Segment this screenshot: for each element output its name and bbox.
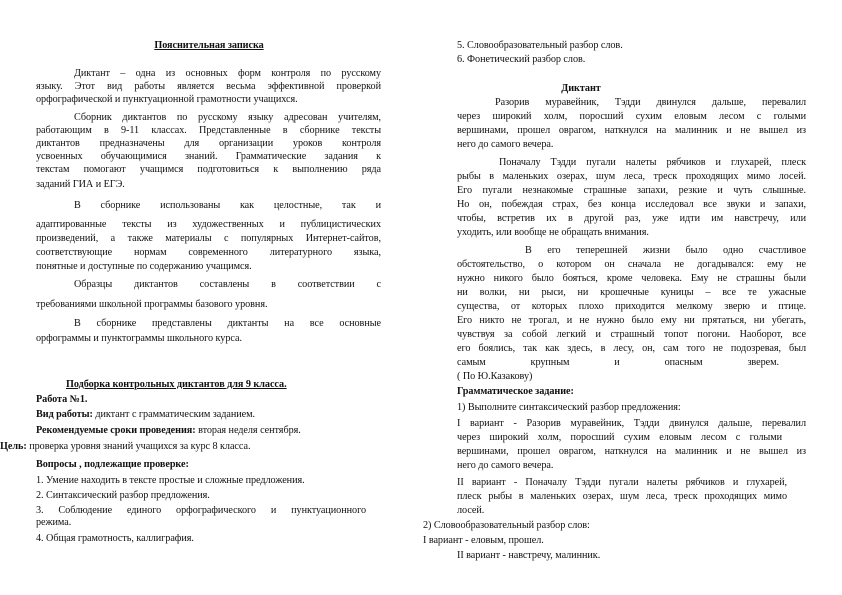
paragraph-line: Диктант – одна из основных форм контроля по русскому bbox=[74, 68, 381, 79]
text-line: него до самого вечера. bbox=[457, 139, 554, 150]
text-line: Его никто не трогал, и не нужно было ему ни прятаться, ни убегать, bbox=[457, 315, 806, 326]
task-2-variant-2: II вариант - навстречу, малинник. bbox=[457, 550, 601, 561]
work-type-value: диктант с грамматическим заданием. bbox=[92, 409, 255, 420]
paragraph-line: языку. Этот вид работы является весьма эффективной проверкой bbox=[36, 81, 381, 92]
text-line: Поначалу Тэдди пугали налеты рябчиков и глухарей, плеск bbox=[499, 157, 806, 168]
goal-line bbox=[0, 440, 250, 453]
question-item: 4. Общая грамотность, каллиграфия. bbox=[36, 533, 194, 544]
paragraph-line: Образцы диктантов составлены в соответствии с bbox=[74, 279, 381, 290]
grammar-task-heading: Грамматическое задание: bbox=[457, 386, 574, 397]
explanatory-note-title: Пояснительная записка bbox=[154, 40, 264, 51]
text-line: рыбы в маленьких озерах, шум леса, треск проходящих мимо лосей. bbox=[457, 171, 806, 182]
variant-1-line: через широкий холм, поросший сухим еловым лесом с голыми bbox=[457, 432, 782, 443]
question-item: 1. Умение находить в тексте простые и сложные предложения. bbox=[36, 475, 305, 486]
text-line: Его пугали незнакомые страшные запахи, резкие и чуть слышные. bbox=[457, 185, 806, 196]
list-item: 6. Фонетический разбор слов. bbox=[457, 54, 586, 65]
goal-label: Цель: bbox=[0, 441, 27, 452]
paragraph-line: В сборнике использованы как целостные, так и bbox=[74, 200, 381, 211]
text-line: через широкий холм, поросший сухим еловым лесом с голыми bbox=[457, 111, 806, 122]
source-attribution: ( По Ю.Казакову) bbox=[457, 371, 533, 382]
terms-line bbox=[36, 424, 301, 437]
text-line: Но он, побеждая страх, без конца исследовал все звуки и запахи, bbox=[457, 199, 806, 210]
terms-value: вторая неделя сентября. bbox=[195, 425, 301, 436]
paragraph-line: заданий ГИА и ЕГЭ. bbox=[36, 179, 125, 190]
paragraph-line: орфографической и пунктуационной грамотности учащихся. bbox=[36, 94, 298, 105]
text-line: ни волки, ни рыси, ни крошечные куницы – все те ужасные bbox=[457, 287, 806, 298]
paragraph-line: работающим в 9-11 классах. Представленные в сборнике тексты bbox=[36, 125, 381, 136]
text-line: обстоятельство, о котором он сначала не догадывался: ему не bbox=[457, 259, 806, 270]
dictation-title: Диктант bbox=[561, 83, 601, 94]
questions-label: Вопросы , подлежащие проверке: bbox=[36, 459, 189, 470]
text-line: его боялись, так как здесь, в лесу, он, сам того не подозревая, был bbox=[457, 343, 806, 354]
paragraph-line: орфограммы и пунктограммы школьного курса. bbox=[36, 333, 242, 344]
work-type-line bbox=[36, 408, 255, 421]
terms-label: Рекомендуемые сроки проведения: bbox=[36, 425, 196, 436]
question-item: 3. Соблюдение единого орфографического и пунктуационного bbox=[36, 505, 366, 516]
task-2-variant-1: I вариант - еловым, прошел. bbox=[423, 535, 544, 546]
text-line: В его теперешней жизни было одно счастливое bbox=[525, 245, 806, 256]
text-line: вершинами, прошел оврагом, наткнулся на малинник и не вышел из bbox=[457, 125, 806, 136]
goal-value: проверка уровня знаний учащихся за курс 8 класса. bbox=[26, 441, 251, 452]
paragraph-line: понятные и доступные по содержанию учащимся. bbox=[36, 261, 252, 272]
text-line: Разорив муравейник, Тэдди двинулся дальше, перевалил bbox=[495, 97, 806, 108]
text-line: существа, от которых плохо приходится мелкому зверю и птице. bbox=[457, 301, 806, 312]
variant-1-line: I вариант - Разорив муравейник, Тэдди двинулся дальше, перевалил bbox=[457, 418, 806, 429]
selection-heading: Подборка контрольных диктантов для 9 класса. bbox=[66, 379, 287, 390]
list-item: 5. Словообразовательный разбор слов. bbox=[457, 40, 623, 51]
variant-1-line: него до самого вечера. bbox=[457, 460, 554, 471]
question-item: 2. Синтаксический разбор предложения. bbox=[36, 490, 210, 501]
work-type-label: Вид работы: bbox=[36, 409, 93, 420]
paragraph-line: В сборнике представлены диктанты на все основные bbox=[74, 318, 381, 329]
task-1: 1) Выполните синтаксический разбор предложения: bbox=[457, 402, 681, 413]
text-line: самым крупным и опасным зверем. bbox=[457, 357, 779, 368]
paragraph-line: соответствующие нормам современного литературного языка, bbox=[36, 247, 381, 258]
paragraph-line: требованиями школьной программы базового уровня. bbox=[36, 299, 268, 310]
variant-2-line: лосей. bbox=[457, 505, 485, 516]
task-2: 2) Словообразовательный разбор слов: bbox=[423, 520, 590, 531]
paragraph-line: Сборник диктантов по русскому языку адресован учителям, bbox=[74, 112, 381, 123]
text-line: чтобы, встретив их в другой раз, уже идти им навстречу, или bbox=[457, 213, 806, 224]
paragraph-line: произведений, а также материалы с популярных Интернет-сайтов, bbox=[36, 233, 381, 244]
text-line: нужно никого было бояться, кроме человека. Ему не страшны были bbox=[457, 273, 806, 284]
text-line: уходить, или вообще не обращать внимания. bbox=[457, 227, 649, 238]
text-line: чувствуя за собой легкий и страшный топот погони. Наоборот, все bbox=[457, 329, 806, 340]
paragraph-line: текстам помогают учащимся подготовиться к выполнению ряда bbox=[36, 164, 381, 175]
paragraph-line: адаптированные тексты из художественных и публицистических bbox=[36, 219, 381, 230]
variant-2-line: плеск рыбы в маленьких озерах, шум леса, треск проходящих мимо bbox=[457, 491, 787, 502]
variant-2-line: II вариант - Поначалу Тэдди пугали налеты рябчиков и глухарей, bbox=[457, 477, 787, 488]
paragraph-line: диктантов предназначены для организации уроков контроля bbox=[36, 138, 381, 149]
variant-1-line: вершинами, прошел оврагом, наткнулся на малинник и не вышел из bbox=[457, 446, 806, 457]
work-number: Работа №1. bbox=[36, 394, 88, 405]
question-item: режима. bbox=[36, 517, 72, 528]
paragraph-line: усвоенных обучающимися знаний. Грамматические задания к bbox=[36, 151, 381, 162]
